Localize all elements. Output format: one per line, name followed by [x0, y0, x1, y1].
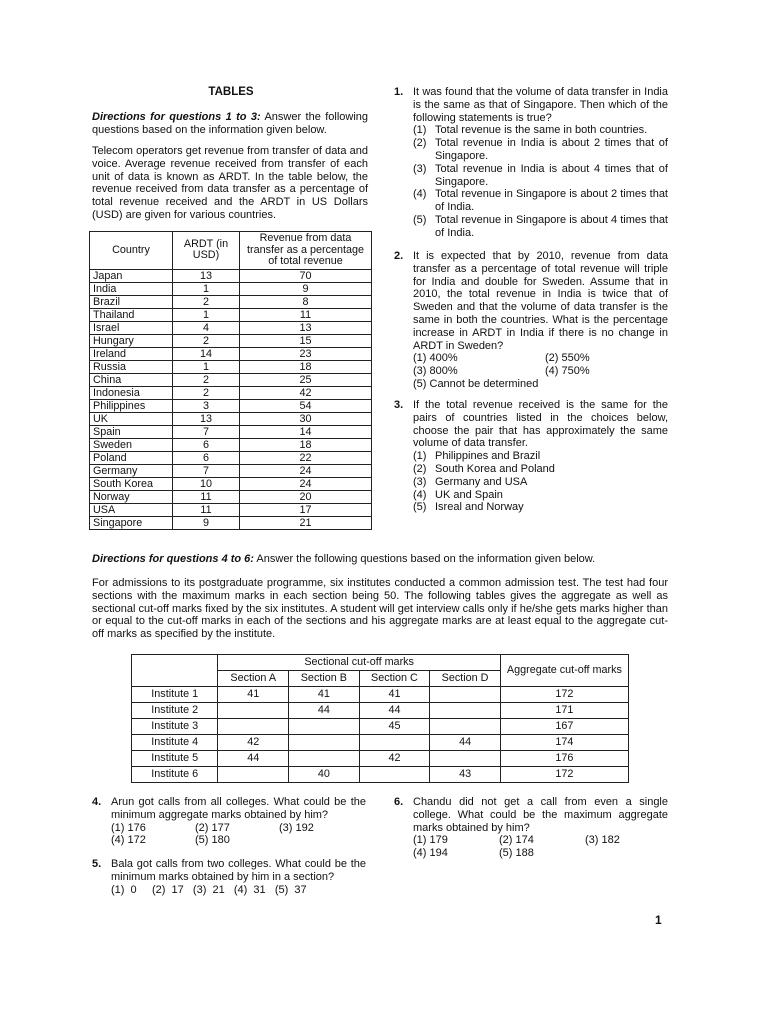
- table-row: [132, 719, 629, 735]
- ardt-table-body: [90, 269, 372, 529]
- page-number: 1: [655, 913, 662, 927]
- option[interactable]: [413, 463, 668, 476]
- option-number: (4): [413, 488, 427, 501]
- question-number: 2.: [394, 250, 404, 262]
- country-cell: China: [90, 373, 173, 386]
- ardt-cell: 10: [173, 477, 240, 490]
- ardt-cell: 7: [173, 425, 240, 438]
- section-d-cell: [430, 703, 501, 719]
- revenue-pct-cell: 24: [240, 464, 372, 477]
- option-number: (3): [413, 475, 427, 488]
- directions-1-3: [92, 111, 368, 137]
- header-section-c: Section C: [359, 671, 430, 687]
- option-number: (3): [413, 162, 427, 175]
- option[interactable]: [413, 163, 668, 189]
- question-text: Chandu did not get a call from even a single college. What could be the maximum aggregate marks obtained by him?: [413, 796, 668, 834]
- table-row: [90, 399, 372, 412]
- question-2: [394, 250, 668, 391]
- table-row: [90, 490, 372, 503]
- section-b-cell: [289, 735, 360, 751]
- section-a-cell: 41: [218, 687, 289, 703]
- ardt-cell: 11: [173, 490, 240, 503]
- table-row: [90, 373, 372, 386]
- revenue-pct-cell: 20: [240, 490, 372, 503]
- option[interactable]: [413, 137, 668, 163]
- table-row: [90, 321, 372, 334]
- aggregate-cell: 167: [500, 719, 628, 735]
- ardt-cell: 6: [173, 451, 240, 464]
- section-b-cell: 40: [289, 767, 360, 783]
- table-row: [132, 703, 629, 719]
- revenue-pct-cell: 70: [240, 269, 372, 282]
- ardt-cell: 6: [173, 438, 240, 451]
- question-text: Arun got calls from all colleges. What could be the minimum aggregate marks obtained by him?: [111, 796, 366, 821]
- option-number: (1): [413, 124, 427, 137]
- aggregate-cell: 171: [500, 703, 628, 719]
- section-b-cell: 41: [289, 687, 360, 703]
- country-cell: India: [90, 282, 173, 295]
- section-a-cell: [218, 719, 289, 735]
- table-row: [90, 282, 372, 295]
- question-text: If the total revenue received is the same for the pairs of countries listed in the choices below, choose the pair that has approximately the same volume of data transfer.: [413, 399, 668, 450]
- option-text: Isreal and Norway: [435, 501, 524, 514]
- table-row: [90, 477, 372, 490]
- country-cell: Indonesia: [90, 386, 173, 399]
- table-row: [132, 751, 629, 767]
- option-number: (2): [413, 137, 427, 150]
- country-cell: Hungary: [90, 334, 173, 347]
- ardt-cell: 2: [173, 334, 240, 347]
- cutoff-table: [131, 654, 629, 783]
- header-sectional-cutoff: Sectional cut-off marks: [218, 655, 500, 671]
- country-cell: Japan: [90, 269, 173, 282]
- table-row: [90, 360, 372, 373]
- question-text: It is expected that by 2010, revenue from data transfer as a percentage of total revenue will triple for India and double for Sweden. Assume that in 2010, the total revenue in India is twice that of Sweden and that the volume of data transfer is the same in both the countries. What is the percentage increase in ARDT in India if there is no change in ARDT in Sweden?: [413, 250, 668, 352]
- directions-4-6: [92, 553, 672, 566]
- table-row: [90, 334, 372, 347]
- table-row: [90, 347, 372, 360]
- ardt-cell: 2: [173, 386, 240, 399]
- country-cell: Philippines: [90, 399, 173, 412]
- revenue-pct-cell: 25: [240, 373, 372, 386]
- question-4: [92, 796, 366, 847]
- header-section-a: Section A: [218, 671, 289, 687]
- cutoff-table-body: [132, 687, 629, 783]
- section-a-cell: [218, 767, 289, 783]
- ardt-cell: 7: [173, 464, 240, 477]
- table-row: [132, 735, 629, 751]
- section-c-cell: 44: [359, 703, 430, 719]
- table-row: [90, 503, 372, 516]
- option-text: Germany and USA: [435, 475, 528, 488]
- section-c-cell: [359, 767, 430, 783]
- option[interactable]: (5) 188: [499, 847, 534, 860]
- institute-cell: Institute 1: [132, 687, 218, 703]
- section-d-cell: [430, 687, 501, 703]
- section-b-cell: [289, 719, 360, 735]
- ardt-cell: 11: [173, 503, 240, 516]
- question-number: 1.: [394, 86, 404, 98]
- options-row[interactable]: (1) 0 (2) 17 (3) 21 (4) 31 (5) 37: [111, 883, 307, 896]
- ardt-cell: 2: [173, 373, 240, 386]
- question-3-options: [394, 450, 668, 514]
- table-row: [132, 687, 629, 703]
- options-row: [413, 847, 668, 860]
- option[interactable]: (5) Cannot be determined: [413, 377, 539, 390]
- option-number: (2): [413, 462, 427, 475]
- country-cell: Singapore: [90, 516, 173, 529]
- header-section-d: Section D: [430, 671, 501, 687]
- institute-cell: Institute 5: [132, 751, 218, 767]
- option[interactable]: (2) 174: [499, 834, 534, 847]
- aggregate-cell: 172: [500, 687, 628, 703]
- section-d-cell: 44: [430, 735, 501, 751]
- revenue-pct-cell: 24: [240, 477, 372, 490]
- option[interactable]: [413, 188, 668, 214]
- option-number: (5): [413, 213, 427, 226]
- section-title: TABLES: [208, 86, 254, 98]
- country-cell: Brazil: [90, 295, 173, 308]
- option-text: Total revenue in India is about 2 times that of Singapore.: [435, 137, 668, 162]
- section-c-cell: 41: [359, 687, 430, 703]
- section-c-cell: 45: [359, 719, 430, 735]
- option[interactable]: [413, 214, 668, 240]
- question-number: 3.: [394, 399, 404, 411]
- revenue-pct-cell: 8: [240, 295, 372, 308]
- table-row: [132, 767, 629, 783]
- question-5: [92, 858, 366, 896]
- section-c-cell: 42: [359, 751, 430, 767]
- table-row: [90, 308, 372, 321]
- option[interactable]: (3) 800%: [413, 365, 458, 378]
- section-a-cell: 42: [218, 735, 289, 751]
- option[interactable]: (3) 182: [585, 834, 620, 847]
- question-1: [394, 86, 668, 240]
- ardt-table: [89, 231, 372, 530]
- revenue-pct-cell: 18: [240, 360, 372, 373]
- ardt-cell: 4: [173, 321, 240, 334]
- question-number: 4.: [92, 796, 102, 808]
- institute-cell: Institute 2: [132, 703, 218, 719]
- country-cell: Poland: [90, 451, 173, 464]
- directions-text: Answer the following questions based on the information given below.: [256, 553, 596, 565]
- question-6: [394, 796, 668, 860]
- option[interactable]: (3) 192: [279, 821, 314, 834]
- question-number: 6.: [394, 796, 404, 808]
- aggregate-cell: 176: [500, 751, 628, 767]
- question-number: 5.: [92, 858, 102, 870]
- institute-cell: Institute 3: [132, 719, 218, 735]
- ardt-cell: 1: [173, 282, 240, 295]
- ardt-cell: 13: [173, 269, 240, 282]
- header-ardt: ARDT (in USD): [173, 232, 240, 270]
- options-row: [413, 352, 668, 365]
- option-text: Philippines and Brazil: [435, 450, 541, 463]
- ardt-cell: 3: [173, 399, 240, 412]
- revenue-pct-cell: 13: [240, 321, 372, 334]
- options-row: [413, 365, 668, 378]
- country-cell: Thailand: [90, 308, 173, 321]
- country-cell: Russia: [90, 360, 173, 373]
- intro-paragraph-1: Telecom operators get revenue from transfer of data and voice. Average revenue received from transfer of each unit of data is known as ARDT. In the table below, the revenue received from data transfer as a percentage of total revenue received and the ARDT in US Dollars (USD) are given for various countries.: [92, 145, 368, 221]
- ardt-cell: 14: [173, 347, 240, 360]
- revenue-pct-cell: 11: [240, 308, 372, 321]
- directions-label: Directions for questions 4 to 6:: [92, 553, 254, 565]
- option[interactable]: (4) 750%: [545, 365, 590, 378]
- revenue-pct-cell: 22: [240, 451, 372, 464]
- option-text: Total revenue is the same in both countries.: [435, 124, 648, 137]
- country-cell: UK: [90, 412, 173, 425]
- section-d-cell: [430, 719, 501, 735]
- revenue-pct-cell: 23: [240, 347, 372, 360]
- option[interactable]: (5) 180: [195, 834, 230, 847]
- country-cell: South Korea: [90, 477, 173, 490]
- table-row: [90, 451, 372, 464]
- option[interactable]: (4) 194: [413, 847, 448, 860]
- header-revenue-pct: Revenue from data transfer as a percentage of total revenue: [240, 232, 372, 270]
- ardt-cell: 1: [173, 308, 240, 321]
- revenue-pct-cell: 15: [240, 334, 372, 347]
- revenue-pct-cell: 54: [240, 399, 372, 412]
- header-section-b: Section B: [289, 671, 360, 687]
- ardt-cell: 9: [173, 516, 240, 529]
- section-b-cell: [289, 751, 360, 767]
- directions-text: Answer the following questions based on the information given below.: [92, 111, 369, 136]
- section-c-cell: [359, 735, 430, 751]
- options-row: [111, 822, 366, 835]
- ardt-cell: 1: [173, 360, 240, 373]
- ardt-cell: 2: [173, 295, 240, 308]
- question-text: It was found that the volume of data transfer in India is the same as that of Singapore. Then which of the following statements is true?: [413, 86, 668, 124]
- aggregate-cell: 172: [500, 767, 628, 783]
- country-cell: Israel: [90, 321, 173, 334]
- table-row: [90, 412, 372, 425]
- revenue-pct-cell: 14: [240, 425, 372, 438]
- country-cell: Germany: [90, 464, 173, 477]
- table-row: [90, 464, 372, 477]
- institute-cell: Institute 6: [132, 767, 218, 783]
- aggregate-cell: 174: [500, 735, 628, 751]
- table-row: [90, 295, 372, 308]
- table-row: [90, 386, 372, 399]
- option[interactable]: [413, 476, 668, 489]
- option[interactable]: (1) 400%: [413, 352, 458, 365]
- table-row: [90, 438, 372, 451]
- revenue-pct-cell: 21: [240, 516, 372, 529]
- option-text: South Korea and Poland: [435, 462, 555, 475]
- section-d-cell: 43: [430, 767, 501, 783]
- header-country: Country: [90, 232, 173, 270]
- options-row: [413, 834, 668, 847]
- country-cell: Ireland: [90, 347, 173, 360]
- ardt-cell: 13: [173, 412, 240, 425]
- revenue-pct-cell: 42: [240, 386, 372, 399]
- revenue-pct-cell: 18: [240, 438, 372, 451]
- institute-cell: Institute 4: [132, 735, 218, 751]
- table-row: [90, 425, 372, 438]
- question-3: [394, 399, 668, 514]
- section-a-cell: [218, 703, 289, 719]
- option[interactable]: (2) 177: [195, 821, 230, 834]
- option[interactable]: [413, 124, 668, 137]
- option[interactable]: [413, 450, 668, 463]
- options-row: [111, 834, 366, 847]
- table-row: [90, 516, 372, 529]
- option-number: (4): [413, 188, 427, 201]
- blank-header-cell: [132, 655, 218, 687]
- option-text: Total revenue in India is about 4 times that of Singapore.: [435, 162, 668, 188]
- revenue-pct-cell: 17: [240, 503, 372, 516]
- revenue-pct-cell: 9: [240, 282, 372, 295]
- country-cell: Norway: [90, 490, 173, 503]
- section-a-cell: 44: [218, 751, 289, 767]
- option[interactable]: [413, 501, 668, 514]
- option[interactable]: (1) 176: [111, 821, 146, 834]
- section-b-cell: 44: [289, 703, 360, 719]
- option-number: (5): [413, 501, 427, 514]
- intro-paragraph-2: For admissions to its postgraduate programme, six institutes conducted a common admission test. The test had four sections with the maximum marks in each section being 50. The following tables gives the aggregate as well as sectional cut-off marks fixed by the six institutes. A student will get interview calls only if he/she gets marks higher than or equal to the cut-off marks in each of the sections and his aggregate marks are at least equal to the aggregate cut-off marks as specified by the institute.: [92, 577, 668, 641]
- country-cell: USA: [90, 503, 173, 516]
- option[interactable]: (4) 172: [111, 834, 146, 847]
- option-number: (1): [413, 450, 427, 463]
- option[interactable]: (1) 179: [413, 834, 448, 847]
- section-d-cell: [430, 751, 501, 767]
- directions-label: Directions for questions 1 to 3:: [92, 111, 261, 123]
- header-aggregate-cutoff: Aggregate cut-off marks: [500, 655, 628, 687]
- country-cell: Sweden: [90, 438, 173, 451]
- option-text: Total revenue in Singapore is about 2 times that of India.: [435, 188, 668, 214]
- option[interactable]: (2) 550%: [545, 352, 590, 365]
- option-text: UK and Spain: [435, 488, 503, 501]
- option-text: Total revenue in Singapore is about 4 times that of India.: [435, 213, 668, 239]
- option[interactable]: [413, 489, 668, 502]
- question-text: Bala got calls from two colleges. What could be the minimum marks obtained by him in a section?: [111, 858, 366, 883]
- options-row: [413, 378, 668, 391]
- revenue-pct-cell: 30: [240, 412, 372, 425]
- table-row: [90, 269, 372, 282]
- country-cell: Spain: [90, 425, 173, 438]
- question-1-options: [394, 124, 668, 239]
